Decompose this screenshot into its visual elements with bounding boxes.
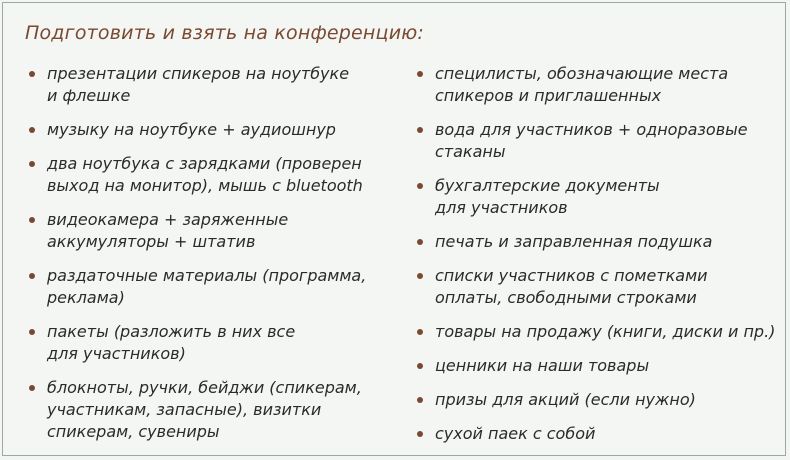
left-column-list xyxy=(29,63,389,455)
list-item-text: вода для участников + одноразовые стаканы xyxy=(435,120,748,161)
bullet-icon xyxy=(417,127,423,133)
list-item xyxy=(417,231,782,253)
bullet-icon xyxy=(417,273,423,279)
list-item xyxy=(29,153,389,197)
list-item-text: специлисты, обозначающие места спикеров и приглашенных xyxy=(435,64,729,105)
list-item xyxy=(29,265,389,309)
bullet-icon xyxy=(417,397,423,403)
bullet-icon xyxy=(417,431,423,437)
list-item-text: пакеты (разложить в них все для участников) xyxy=(47,322,296,363)
list-item-text: музыку на ноутбуке + аудиошнур xyxy=(47,120,336,139)
checklist-title: Подготовить и взять на конференцию: xyxy=(25,22,425,44)
list-item xyxy=(29,377,389,443)
list-item-text: товары на продажу (книги, диски и пр.) xyxy=(435,322,776,341)
list-item xyxy=(417,119,782,163)
list-item-text: призы для акций (если нужно) xyxy=(435,390,696,409)
list-item-text: два ноутбука с зарядками (проверен выход на монитор), мышь с bluetooth xyxy=(47,154,363,195)
list-item-text: раздаточные материалы (программа, реклама) xyxy=(47,266,367,307)
list-item xyxy=(417,423,782,445)
list-item-text: бухгалтерские документы для участников xyxy=(435,176,660,217)
list-item xyxy=(417,175,782,219)
list-item-text: печать и заправленная подушка xyxy=(435,232,713,251)
list-item-text: ценники на наши товары xyxy=(435,356,650,375)
bullet-icon xyxy=(29,71,35,77)
list-item xyxy=(417,265,782,309)
list-item xyxy=(417,321,782,343)
bullet-icon xyxy=(417,183,423,189)
bullet-icon xyxy=(29,217,35,223)
bullet-icon xyxy=(29,127,35,133)
list-item xyxy=(417,355,782,377)
list-item xyxy=(417,389,782,411)
bullet-icon xyxy=(29,161,35,167)
bullet-icon xyxy=(417,71,423,77)
list-item-text: сухой паек с собой xyxy=(435,424,596,443)
bullet-icon xyxy=(417,239,423,245)
bullet-icon xyxy=(29,329,35,335)
list-item xyxy=(29,119,389,141)
list-item xyxy=(29,63,389,107)
list-item-text: видеокамера + заряженные аккумуляторы + штатив xyxy=(47,210,289,251)
checklist-card xyxy=(2,2,786,456)
list-item-text: списки участников с пометками оплаты, свободными строками xyxy=(435,266,708,307)
right-column-list xyxy=(417,63,782,457)
list-item-text: презентации спикеров на ноутбуке и флешке xyxy=(47,64,350,105)
bullet-icon xyxy=(417,363,423,369)
list-item xyxy=(29,209,389,253)
bullet-icon xyxy=(29,273,35,279)
list-item xyxy=(29,321,389,365)
bullet-icon xyxy=(29,385,35,391)
list-item-text: блокноты, ручки, бейджи (спикерам, участникам, запасные), визитки спикерам, сувениры xyxy=(47,378,362,441)
bullet-icon xyxy=(417,329,423,335)
list-item xyxy=(417,63,782,107)
